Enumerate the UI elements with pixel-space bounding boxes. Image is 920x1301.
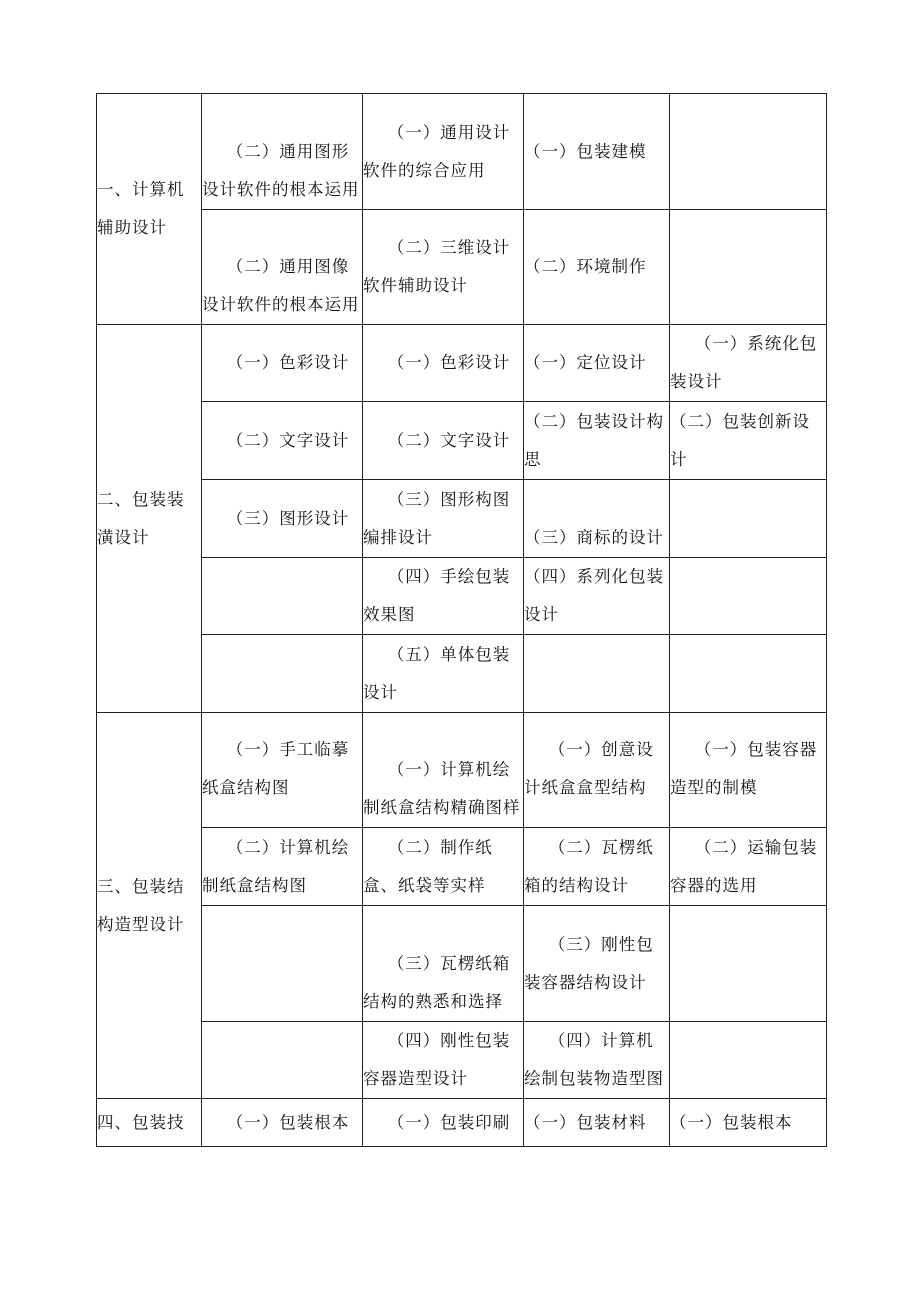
table-cell: （一）包装根本 — [670, 1099, 827, 1147]
table-cell — [670, 480, 827, 558]
curriculum-table — [96, 93, 827, 1147]
table-cell: （三）图形设计 — [202, 480, 363, 558]
table-cell: （一）包装根本 — [202, 1099, 363, 1147]
table-row — [97, 1099, 827, 1147]
module-name: 一、计算机辅助设计 — [97, 180, 185, 237]
table-row — [97, 325, 827, 402]
table-cell: （二）文字设计 — [363, 402, 524, 480]
table-cell: （一）色彩设计 — [363, 325, 524, 402]
table-cell: （二）通用图形设计软件的根本运用 — [202, 94, 363, 210]
table-cell: （二）瓦楞纸箱的结构设计 — [524, 828, 670, 906]
table-cell: （四）刚性包装容器造型设计 — [363, 1022, 524, 1099]
table-cell: （三）刚性包装容器结构设计 — [524, 906, 670, 1022]
module-name-cell — [97, 325, 202, 713]
table-row — [97, 713, 827, 828]
table-row — [97, 94, 827, 210]
table-cell: （一）包装容器造型的制模 — [670, 713, 827, 828]
table-cell: （四）系列化包装设计 — [524, 558, 670, 635]
table-cell: （一）通用设计软件的综合应用 — [363, 94, 524, 210]
table-cell: （二）计算机绘制纸盒结构图 — [202, 828, 363, 906]
table-cell — [670, 635, 827, 713]
table-cell: （二）制作纸盒、纸袋等实样 — [363, 828, 524, 906]
table-cell — [202, 558, 363, 635]
table-cell — [524, 635, 670, 713]
table-row — [97, 210, 827, 325]
table-cell: （二）环境制作 — [524, 210, 670, 325]
table-cell: （四）手绘包装效果图 — [363, 558, 524, 635]
table-cell: （四）计算机绘制包装物造型图 — [524, 1022, 670, 1099]
table-cell: （二）包装设计构思 — [524, 402, 670, 480]
module-name: 三、包装结构造型设计 — [97, 876, 185, 934]
table-cell — [202, 906, 363, 1022]
module-name: 四、包装技 — [97, 1112, 185, 1132]
table-cell: （三）图形构图编排设计 — [363, 480, 524, 558]
table-row — [97, 558, 827, 635]
table-cell: （三）瓦楞纸箱结构的熟悉和选择 — [363, 906, 524, 1022]
table-row — [97, 1022, 827, 1099]
module-name-cell — [97, 1099, 202, 1147]
table-cell: （二）包装创新设计 — [670, 402, 827, 480]
table-cell: （二）文字设计 — [202, 402, 363, 480]
table-cell: （一）包装建模 — [524, 94, 670, 210]
table-cell: （一）包装材料 — [524, 1099, 670, 1147]
table-cell: （一）系统化包装设计 — [670, 325, 827, 402]
table-cell: （一）创意设计纸盒盒型结构 — [524, 713, 670, 828]
table-cell — [670, 906, 827, 1022]
table-cell — [202, 635, 363, 713]
table-cell: （一）计算机绘制纸盒结构精确图样 — [363, 713, 524, 828]
table-cell — [670, 1022, 827, 1099]
table-row — [97, 828, 827, 906]
table-row — [97, 480, 827, 558]
table-cell — [670, 558, 827, 635]
table-cell: （三）商标的设计 — [524, 480, 670, 558]
table-cell — [670, 210, 827, 325]
table-cell — [202, 1022, 363, 1099]
table-row — [97, 402, 827, 480]
table-cell: （一）包装印刷 — [363, 1099, 524, 1147]
table-cell: （五）单体包装设计 — [363, 635, 524, 713]
table-cell: （二）通用图像设计软件的根本运用 — [202, 210, 363, 325]
table-row — [97, 906, 827, 1022]
table-cell: （一）定位设计 — [524, 325, 670, 402]
table-cell: （二）三维设计软件辅助设计 — [363, 210, 524, 325]
module-name-cell — [97, 713, 202, 1099]
table-row — [97, 635, 827, 713]
table-cell: （一）手工临摹纸盒结构图 — [202, 713, 363, 828]
table-cell: （二）运输包装容器的选用 — [670, 828, 827, 906]
table-cell — [670, 94, 827, 210]
module-name-cell — [97, 94, 202, 325]
module-name: 二、包装装潢设计 — [97, 489, 185, 547]
table-cell: （一）色彩设计 — [202, 325, 363, 402]
